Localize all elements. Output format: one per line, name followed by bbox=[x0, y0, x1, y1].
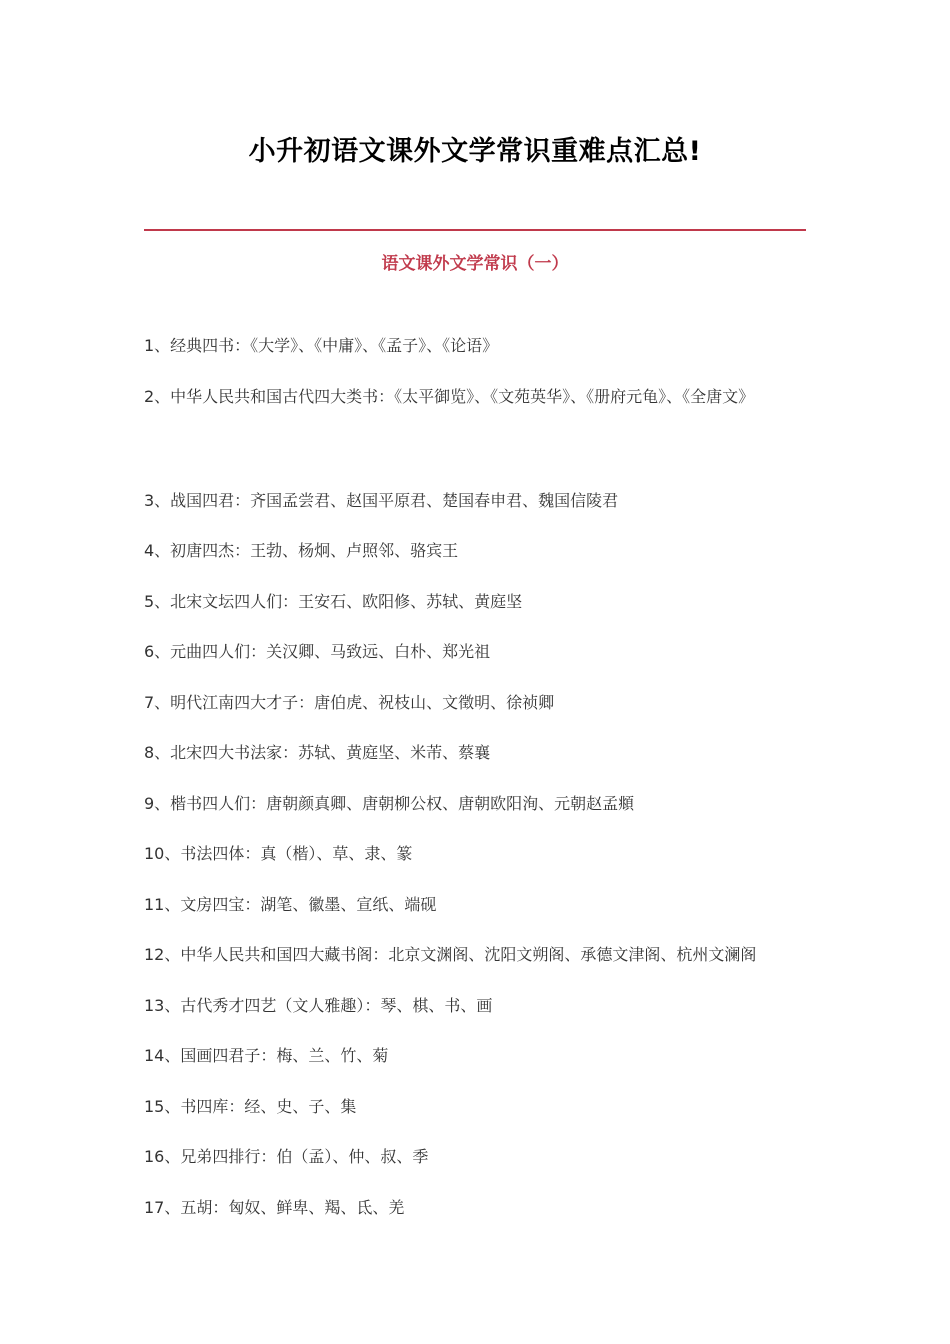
document-title: 小升初语文课外文学常识重难点汇总! bbox=[248, 136, 702, 167]
list-item-12: 12、中华人民共和国四大藏书阁：北京文渊阁、沈阳文朔阁、承德文津阁、杭州文澜阁 bbox=[144, 945, 757, 964]
list-item-7: 7、明代江南四大才子：唐伯虎、祝枝山、文徵明、徐祯卿 bbox=[144, 692, 555, 712]
list-item-3: 3、战国四君：齐国孟尝君、赵国平原君、楚国春申君、魏国信陵君 bbox=[144, 490, 619, 510]
list-item-8: 8、北宋四大书法家：苏轼、黄庭坚、米芾、蔡襄 bbox=[144, 743, 491, 762]
list-item-14: 14、国画四君子：梅、兰、竹、菊 bbox=[144, 1046, 389, 1065]
list-item-15: 15、书四库：经、史、子、集 bbox=[144, 1096, 357, 1116]
list-item-16: 16、兄弟四排行：伯（孟）、仲、叔、季 bbox=[144, 1147, 429, 1166]
list-item-13: 13、古代秀才四艺（文人雅趣）：琴、棋、书、画 bbox=[144, 995, 493, 1015]
list-item-5: 5、北宋文坛四人们：王安石、欧阳修、苏轼、黄庭坚 bbox=[144, 591, 523, 611]
list-item-9: 9、楷书四人们：唐朝颜真卿、唐朝柳公权、唐朝欧阳洵、元朝赵孟頫 bbox=[144, 793, 635, 813]
list-item-6: 6、元曲四人们：关汉卿、马致远、白朴、郑光祖 bbox=[144, 642, 491, 661]
section-title: 语文课外文学常识（一） bbox=[381, 254, 569, 274]
list-item-11: 11、文房四宝：湖笔、徽墨、宣纸、端砚 bbox=[144, 894, 437, 914]
list-item-10: 10、书法四体：真（楷）、草、隶、篆 bbox=[144, 844, 413, 863]
list-item-1: 1、经典四书：《大学》、《中庸》、《孟子》、《论语》 bbox=[144, 336, 499, 355]
list-item-2: 2、中华人民共和国古代四大类书：《太平御览》、《文苑英华》、《册府元龟》、《全唐文》 bbox=[144, 386, 755, 406]
knowledge-list bbox=[144, 320, 809, 1232]
title-divider bbox=[144, 229, 806, 231]
list-item-17: 17、五胡：匈奴、鲜卑、羯、氐、羌 bbox=[144, 1197, 405, 1217]
list-item-4: 4、初唐四杰：王勃、杨炯、卢照邻、骆宾王 bbox=[144, 541, 459, 560]
